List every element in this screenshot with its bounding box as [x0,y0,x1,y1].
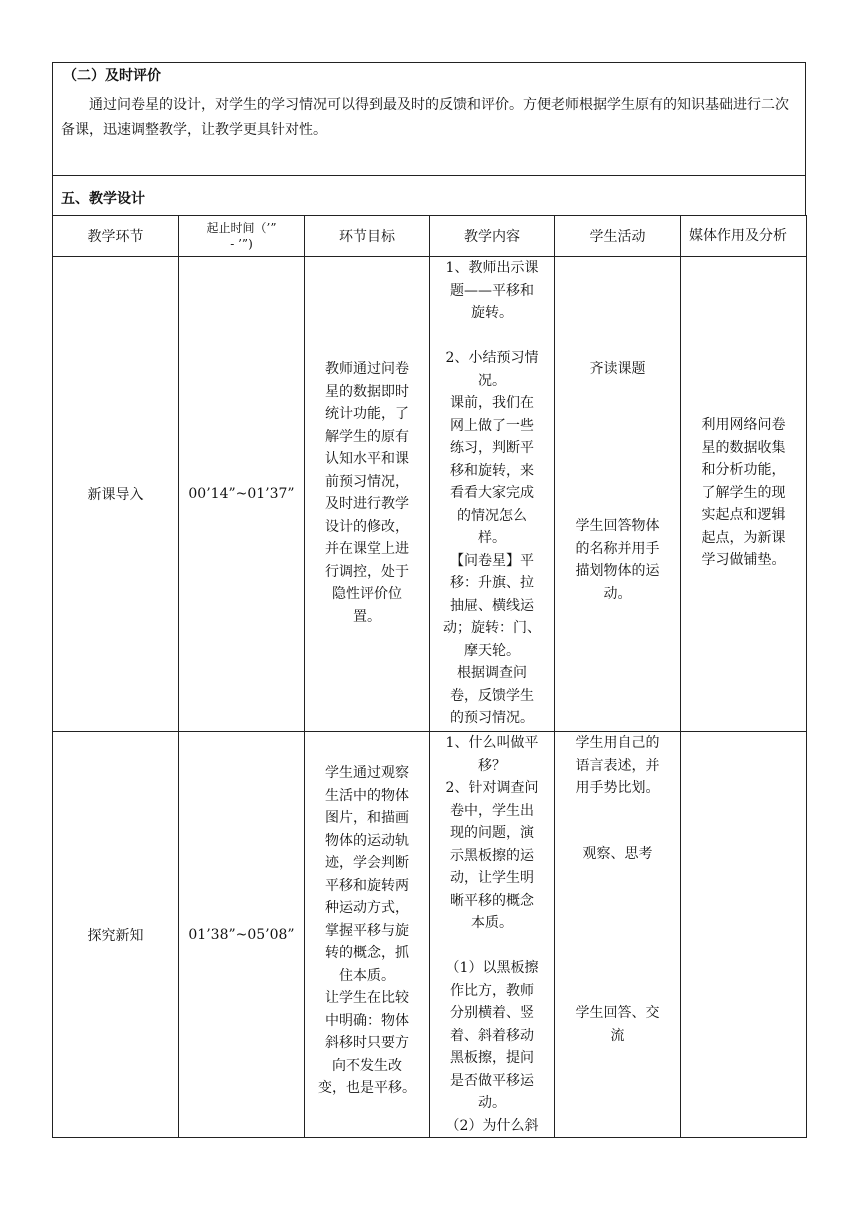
text-line: 解学生的原有 [325,428,409,445]
row1-activity-b [559,515,676,605]
teaching-design-table [52,215,807,1138]
text-line: 图片，和描画 [325,810,409,826]
text-line: 动，让学生明 [450,870,534,886]
text-line: 设计的修改， [325,518,409,535]
text-line: 和分析功能， [701,462,786,478]
text-line: 旋转。 [471,305,513,321]
header-time-line1: 起止时间（’” [206,221,277,235]
row2-activity-b [559,843,676,866]
text-line: 生活中的物体 [325,787,409,804]
text-line: 流 [610,1027,625,1044]
text-line: 起点，为新课 [701,529,786,546]
text-line: 用手势比划。 [575,780,660,796]
text-line: 摩天轮。 [464,642,520,659]
text-line: 着、斜着移动 [450,1027,534,1044]
row2-time: 01’38”~05’08” [179,732,305,1138]
text-line: 晰平移的概念 [450,892,534,909]
text-line: 向不发生改 [332,1057,402,1074]
text-line: 抽屉、横线运 [450,597,534,614]
text-line: 学生用自己的 [575,735,660,751]
text-line: 1、教师出示课 [445,260,539,276]
row1-media-text [685,414,802,572]
text-line: 移和旋转，来 [450,462,534,479]
header-activity: 学生活动 [555,216,681,257]
text-line: 了解学生的现 [701,484,786,501]
header-time-line2: - ’”) [230,237,253,251]
text-line: 迹，学会判断 [325,855,409,871]
text-line: 学习做铺垫。 [701,552,786,568]
text-line: 观察、思考 [582,846,653,862]
text-line: 前预习情况， [325,473,409,490]
text-line: 实起点和逻辑 [701,507,786,523]
text-line: 示黑板擦的运 [450,847,534,864]
text-line: 斜移时只要方 [325,1035,409,1051]
row2-activity-c [559,1002,676,1047]
text-line: 2、小结预习情 [445,350,539,366]
header-content: 教学内容 [430,216,555,257]
teaching-design-section [52,175,806,215]
text-line: 变，也是平移。 [318,1080,416,1096]
row1-goal [305,257,430,732]
text-line: 现的问题，演 [450,825,534,841]
section-paragraph: 通过问卷星的设计，对学生的学习情况可以得到最及时的反馈和评价。方便老师根据学生原有的知识基础进行二次备课，迅速调整教学，让教学更具针对性。 [61,97,789,138]
row2-activity [555,732,681,1138]
row1-stage: 新课导入 [53,257,179,732]
row2-activity-a [559,732,676,800]
table-row [53,732,807,1138]
text-line: 统计功能，了 [325,406,409,422]
text-line: 星的数据收集 [701,439,786,456]
text-line: 卷，反馈学生 [450,687,534,704]
text-line: 让学生在比较 [325,990,409,1006]
row2-goal-text [309,762,425,1100]
text-line: 认知水平和课 [325,451,409,467]
section-heading: （二）及时评价 [63,68,161,84]
header-media: 媒体作用及分析 [681,216,807,257]
text-line: 中明确：物体 [325,1012,409,1029]
text-line: 【问卷星】平 [450,552,534,569]
text-line: 的名称并用手 [575,540,660,557]
text-line: 齐读课题 [589,361,646,377]
header-time [179,216,305,257]
text-line: 况。 [478,372,506,389]
table-row [53,257,807,732]
text-line: 分别横着、竖 [450,1005,534,1021]
text-line: 看看大家完成 [450,485,534,501]
row2-stage: 探究新知 [53,732,179,1138]
row2-goal [305,732,430,1138]
text-line: 星的数据即时 [325,383,409,400]
text-line: 住本质。 [339,967,395,984]
text-line: 学生回答、交 [575,1005,660,1021]
text-line: 卷中，学生出 [450,802,534,819]
text-line: 动；旋转：门、 [443,620,541,636]
text-line: 转的概念，抓 [325,945,409,961]
text-line: 练习，判断平 [450,440,534,456]
text-line: 利用网络问卷 [701,417,786,433]
text-line [434,935,550,958]
text-line: 1、什么叫做平 [445,735,539,751]
text-line: 是否做平移运 [450,1072,534,1089]
text-line: 置。 [353,608,381,625]
text-line: 学生回答物体 [575,518,660,534]
text-line: 的情况怎么 [457,507,527,524]
header-stage: 教学环节 [53,216,179,257]
row2-content-text [434,732,550,1136]
text-line: 黑板擦，提问 [450,1050,534,1066]
row2-content [430,732,555,1138]
row1-content [430,257,555,732]
text-line: 动。 [603,585,632,602]
row1-time: 00’14”~01’37” [179,257,305,732]
timely-evaluation-section [52,62,806,175]
text-line [434,325,550,348]
text-line: 本质。 [471,915,513,931]
section-heading: 五、教学设计 [61,191,145,207]
text-line: （1）以黑板擦 [445,960,539,976]
text-line: 动。 [478,1095,506,1111]
text-line: 隐性评价位 [332,586,402,602]
row2-media [681,732,807,1138]
row1-media [681,257,807,732]
text-line: （2）为什么斜 [445,1117,539,1134]
document-page [52,62,806,1138]
text-line: 行调控，处于 [325,563,409,580]
text-line: 并在课堂上进 [325,541,409,557]
text-line: 作比方，教师 [450,982,534,999]
row1-content-text [434,257,550,730]
text-line: 样。 [478,530,506,546]
table-header-row [53,216,807,257]
text-line: 描划物体的运 [575,563,660,579]
text-line: 语言表述，并 [575,757,660,774]
text-line: 掌握平移与旋 [325,922,409,939]
text-line: 种运动方式， [325,900,409,916]
text-line: 学生通过观察 [325,765,409,781]
text-line: 课前，我们在 [450,395,534,411]
text-line: 题——平移和 [450,282,534,299]
text-line: 及时进行教学 [325,496,409,512]
text-line: 的预习情况。 [450,710,534,726]
text-line: 物体的运动轨 [325,832,409,849]
header-goal: 环节目标 [305,216,430,257]
row1-activity-a [559,358,676,381]
row1-goal-text [309,358,425,628]
row1-activity [555,257,681,732]
text-line: 平移和旋转两 [325,877,409,894]
text-line: 根据调查问 [457,665,527,681]
text-line: 移？ [478,757,506,774]
text-line: 网上做了一些 [450,417,534,434]
text-line: 2、针对调查问 [445,780,539,796]
text-line: 教师通过问卷 [325,361,409,377]
text-line: 移：升旗、拉 [450,575,534,591]
